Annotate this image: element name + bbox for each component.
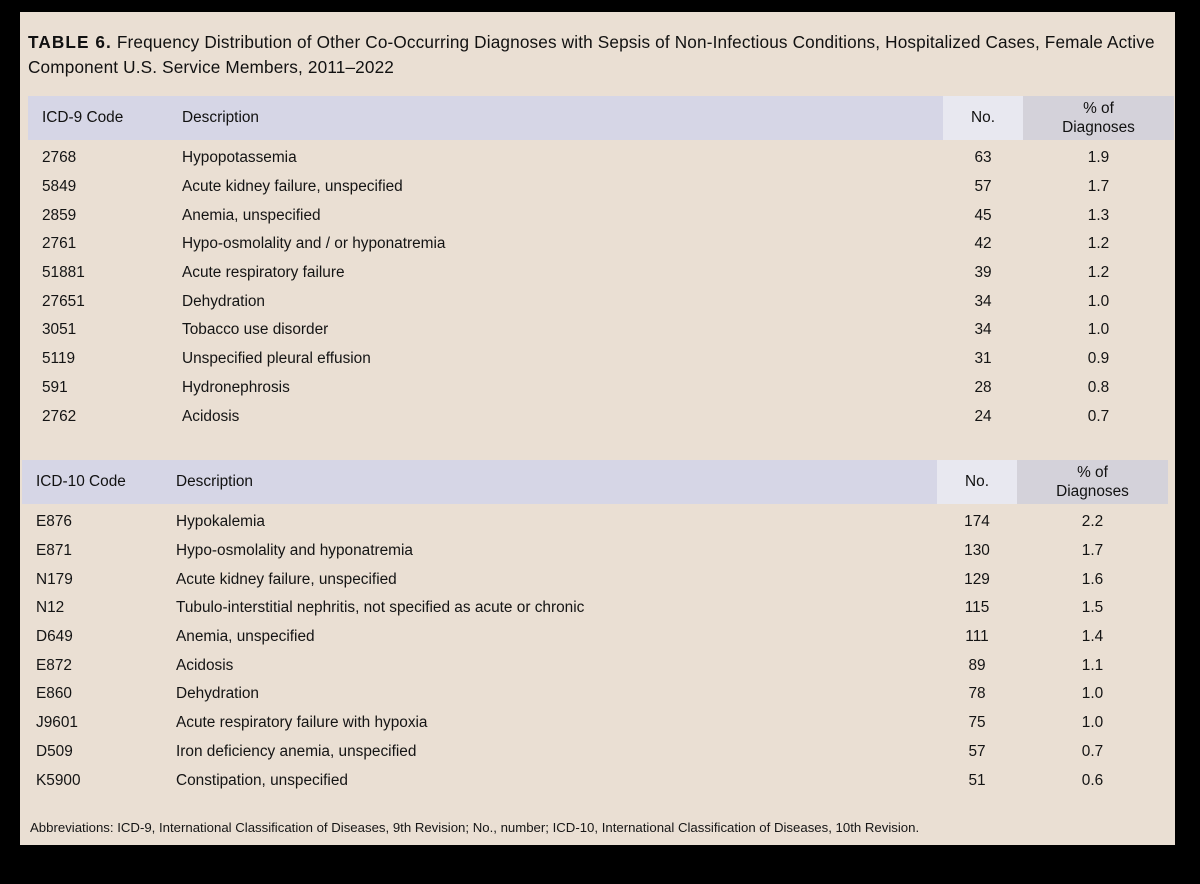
icd9-table-header [28, 96, 1174, 140]
table-row [22, 594, 1168, 623]
cell-pct: 1.1 [1081, 656, 1104, 674]
cell-description: Hypo-osmolality and hyponatremia [176, 542, 413, 560]
cell-code: 5119 [42, 350, 76, 368]
cell-description: Hypokalemia [176, 513, 265, 531]
cell-code: 5849 [42, 178, 77, 196]
table-row [28, 201, 1174, 230]
cell-no: 31 [974, 350, 992, 368]
table-title-text: Frequency Distribution of Other Co-Occurring Diagnoses with Sepsis of Non-Infectious Conditions, Hospitalized Cases, Female Active Component U.S. Service Members, 2011–2022 [28, 32, 1155, 77]
cell-description: Acute respiratory failure [182, 264, 345, 282]
column-header-code: ICD-9 Code [28, 96, 180, 140]
table-row [28, 173, 1174, 202]
cell-no: 63 [974, 149, 992, 167]
cell-code: K5900 [36, 771, 81, 789]
cell-code: N12 [36, 599, 65, 617]
cell-pct: 1.0 [1081, 714, 1104, 732]
icd10-table-header [22, 460, 1168, 504]
column-header-pct-line2: Diagnoses [1056, 483, 1129, 500]
cell-pct: 1.7 [1087, 178, 1110, 196]
cell-no: 34 [974, 321, 992, 339]
icd10-table-body [22, 504, 1168, 795]
table-row [22, 766, 1168, 795]
cell-no: 78 [968, 685, 986, 703]
table-row [28, 345, 1174, 374]
table-row [28, 287, 1174, 316]
table-row [22, 565, 1168, 594]
cell-no: 129 [964, 570, 990, 588]
cell-code: 2859 [42, 206, 77, 224]
column-header-no: No. [937, 460, 1017, 504]
column-header-no: No. [943, 96, 1023, 140]
cell-code: E876 [36, 513, 72, 531]
cell-no: 42 [974, 235, 992, 253]
cell-no: 45 [974, 206, 992, 224]
table-row [22, 504, 1168, 537]
table-row [28, 259, 1174, 288]
cell-pct: 1.0 [1087, 321, 1110, 339]
table-row [28, 316, 1174, 345]
table-row [22, 709, 1168, 738]
cell-pct: 1.0 [1081, 685, 1104, 703]
cell-pct: 0.6 [1081, 771, 1104, 789]
cell-description: Acute kidney failure, unspecified [182, 178, 403, 196]
cell-code: 591 [42, 378, 68, 396]
abbreviations-footnote: Abbreviations: ICD-9, International Classification of Diseases, 9th Revision; No., number; ICD-10, International Classification of Diseases, 10th Revision. [30, 820, 920, 835]
column-header-pct-line1: % of [1083, 100, 1114, 117]
cell-pct: 1.5 [1081, 599, 1104, 617]
column-header-description: Description [180, 96, 943, 140]
cell-code: E860 [36, 685, 72, 703]
cell-pct: 1.9 [1087, 149, 1110, 167]
cell-description: Hypopotassemia [182, 149, 297, 167]
table-row [28, 374, 1174, 403]
cell-code: 3051 [42, 321, 77, 339]
table-row [28, 402, 1174, 431]
cell-description: Tobacco use disorder [182, 321, 329, 339]
cell-no: 174 [964, 513, 990, 531]
cell-description: Anemia, unspecified [182, 206, 321, 224]
cell-description: Unspecified pleural effusion [182, 350, 371, 368]
cell-pct: 0.7 [1081, 742, 1104, 760]
table-row [22, 680, 1168, 709]
cell-pct: 1.4 [1081, 628, 1104, 646]
cell-no: 111 [965, 628, 989, 646]
cell-pct: 0.8 [1087, 378, 1110, 396]
page-title [28, 30, 1168, 80]
cell-code: E872 [36, 656, 72, 674]
cell-pct: 1.0 [1087, 292, 1110, 310]
cell-no: 115 [964, 599, 990, 617]
cell-description: Hypo-osmolality and / or hyponatremia [182, 235, 446, 253]
column-header-description: Description [174, 460, 937, 504]
table-header-row [22, 460, 1168, 504]
table-row [22, 537, 1168, 566]
table-number-label: TABLE 6. [28, 32, 112, 52]
table-row [22, 623, 1168, 652]
cell-code: E871 [36, 542, 72, 560]
cell-code: D649 [36, 628, 73, 646]
cell-code: 2762 [42, 407, 77, 425]
cell-pct: 1.7 [1081, 542, 1104, 560]
column-header-pct [1023, 96, 1174, 140]
table-panel [20, 12, 1175, 845]
cell-code: 51881 [42, 264, 85, 282]
table-header-row [28, 96, 1174, 140]
cell-description: Acute respiratory failure with hypoxia [176, 714, 428, 732]
cell-no: 89 [968, 656, 986, 674]
cell-no: 75 [968, 714, 986, 732]
cell-description: Dehydration [182, 292, 265, 310]
column-header-pct-line1: % of [1077, 464, 1108, 481]
cell-code: 2768 [42, 149, 77, 167]
table-row [22, 651, 1168, 680]
table-row [22, 738, 1168, 767]
cell-pct: 2.2 [1081, 513, 1104, 531]
cell-pct: 0.9 [1087, 350, 1110, 368]
cell-code: N179 [36, 570, 73, 588]
cell-description: Constipation, unspecified [176, 771, 348, 789]
column-header-pct [1017, 460, 1168, 504]
cell-no: 57 [968, 742, 986, 760]
cell-no: 57 [974, 178, 992, 196]
cell-no: 24 [974, 407, 992, 425]
cell-description: Iron deficiency anemia, unspecified [176, 742, 417, 760]
cell-no: 34 [974, 292, 992, 310]
cell-description: Hydronephrosis [182, 378, 290, 396]
cell-no: 130 [964, 542, 990, 560]
cell-description: Tubulo-interstitial nephritis, not specified as acute or chronic [176, 599, 585, 617]
cell-no: 51 [968, 771, 986, 789]
column-header-code: ICD-10 Code [22, 460, 174, 504]
cell-pct: 1.2 [1087, 235, 1110, 253]
cell-code: 27651 [42, 292, 85, 310]
icd9-table [28, 96, 1174, 431]
cell-pct: 1.3 [1087, 206, 1110, 224]
cell-code: 2761 [42, 235, 77, 253]
cell-description: Anemia, unspecified [176, 628, 315, 646]
icd10-table [22, 460, 1168, 795]
cell-description: Acidosis [182, 407, 240, 425]
cell-description: Acute kidney failure, unspecified [176, 570, 397, 588]
cell-pct: 1.2 [1087, 264, 1110, 282]
column-header-pct-line2: Diagnoses [1062, 119, 1135, 136]
cell-code: J9601 [36, 714, 78, 732]
table-row [28, 230, 1174, 259]
cell-description: Dehydration [176, 685, 259, 703]
cell-pct: 0.7 [1087, 407, 1110, 425]
icd9-table-body [28, 140, 1174, 431]
cell-pct: 1.6 [1081, 570, 1104, 588]
table-row [28, 140, 1174, 173]
cell-code: D509 [36, 742, 73, 760]
cell-no: 28 [974, 378, 992, 396]
cell-description: Acidosis [176, 656, 234, 674]
cell-no: 39 [974, 264, 992, 282]
